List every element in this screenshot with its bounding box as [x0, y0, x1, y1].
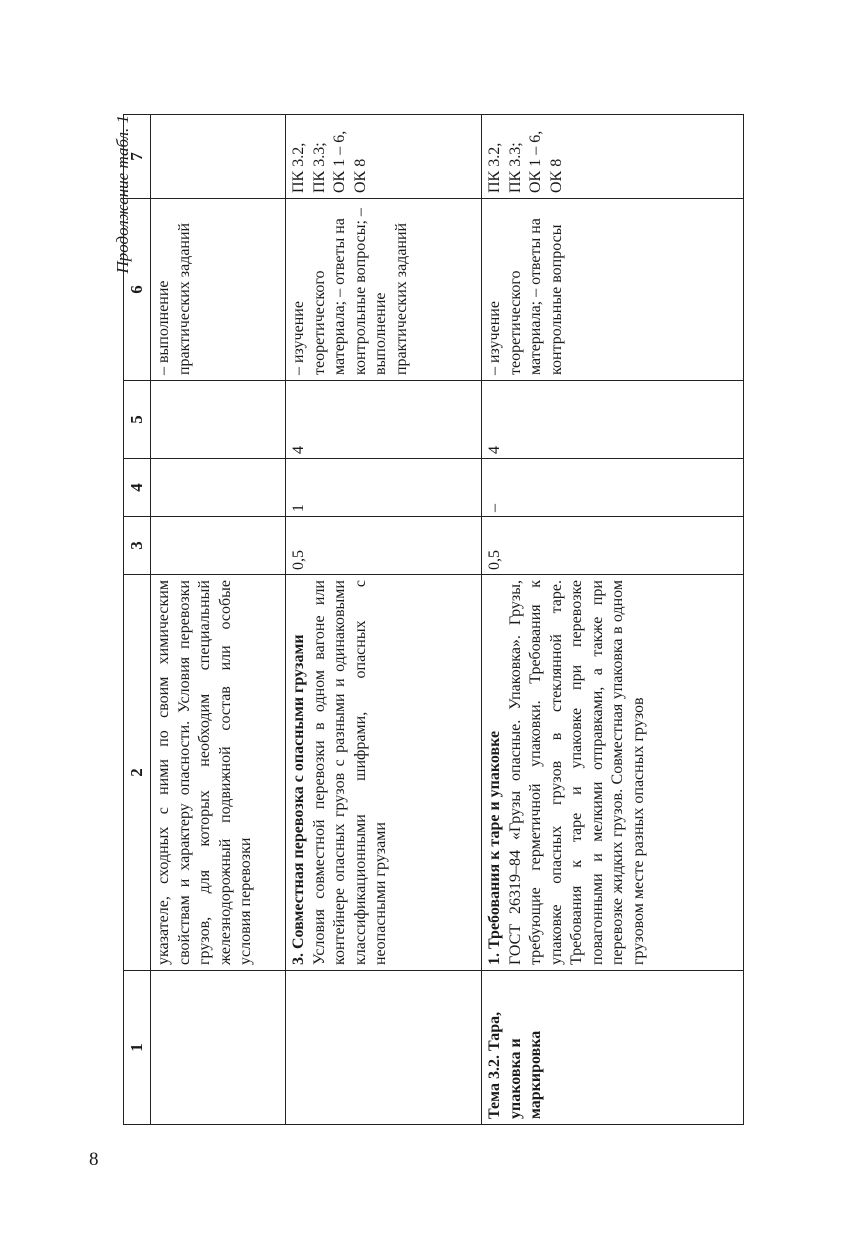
table-caption: Продолжение табл. 1	[113, 115, 132, 274]
page-number: 8	[89, 1149, 99, 1170]
competencies-cell	[151, 115, 286, 199]
table-row	[286, 115, 482, 1125]
practice-hours-cell: 1	[286, 459, 482, 517]
practice-hours-cell	[151, 459, 286, 517]
table-row	[151, 115, 286, 1125]
content-text: Условия совместной перевозки в одном вагоне или контейнере опасных грузов с разными и одинаковыми классификационными шифрами, опасных с неопасными грузами	[310, 580, 389, 965]
activities-cell: – выполнение практических заданий	[151, 199, 286, 381]
rotated-table-area	[115, 115, 755, 1125]
content-text: ГОСТ 26319–84 «Грузы опасные. Упаковка». Грузы, требующие герметичной упаковки. Требования к упаковке опасных грузов в стеклянной таре. Требования к таре и упаковке при перевозке повагонными и мелкими отправками, а также при перевозке жидких грузов. Совместная упаковка в одном грузовом месте разных опасных грузов	[506, 580, 647, 965]
self-study-hours-cell	[151, 381, 286, 459]
curriculum-table	[123, 114, 744, 1125]
self-study-hours-cell: 4	[286, 381, 482, 459]
content-text: указателе, сходных с ними по своим химическим свойствам и характеру опасности. Условия перевозки грузов, для которых необходим специальный железнодорожный подвижной состав или особые условия перевозки	[155, 580, 254, 965]
header-col-6: 6	[124, 199, 151, 381]
hours-cell: 0,5	[286, 517, 482, 575]
header-col-2: 2	[124, 575, 151, 971]
header-col-5: 5	[124, 381, 151, 459]
topic-cell	[286, 971, 482, 1125]
header-col-1: 1	[124, 971, 151, 1125]
content-cell	[286, 575, 482, 971]
section-title: 1. Требования к таре и упаковке	[486, 730, 503, 965]
header-col-3: 3	[124, 517, 151, 575]
header-row	[124, 115, 151, 1125]
header-col-4: 4	[124, 459, 151, 517]
competencies-cell: ПК 3.2, ПК 3.3; ОК 1 – 6, ОК 8	[482, 115, 744, 199]
hours-cell: 0,5	[482, 517, 744, 575]
content-cell	[482, 575, 744, 971]
topic-cell	[482, 971, 744, 1125]
activities-cell: – изучение теоретического материала; – ответы на контрольные вопросы	[482, 199, 744, 381]
self-study-hours-cell: 4	[482, 381, 744, 459]
topic-title: Тема 3.2. Тара, упаковка и маркировка	[486, 1011, 544, 1119]
activities-cell: – изучение теоретического материала; – ответы на контрольные вопросы; – выполнение практических заданий	[286, 199, 482, 381]
header-col-7: 7	[124, 115, 151, 199]
practice-hours-cell: –	[482, 459, 744, 517]
hours-cell	[151, 517, 286, 575]
section-title: 3. Совместная перевозка с опасными грузами	[290, 634, 307, 965]
topic-cell	[151, 971, 286, 1125]
table-row	[482, 115, 744, 1125]
competencies-cell: ПК 3.2, ПК 3.3; ОК 1 – 6, ОК 8	[286, 115, 482, 199]
content-cell	[151, 575, 286, 971]
